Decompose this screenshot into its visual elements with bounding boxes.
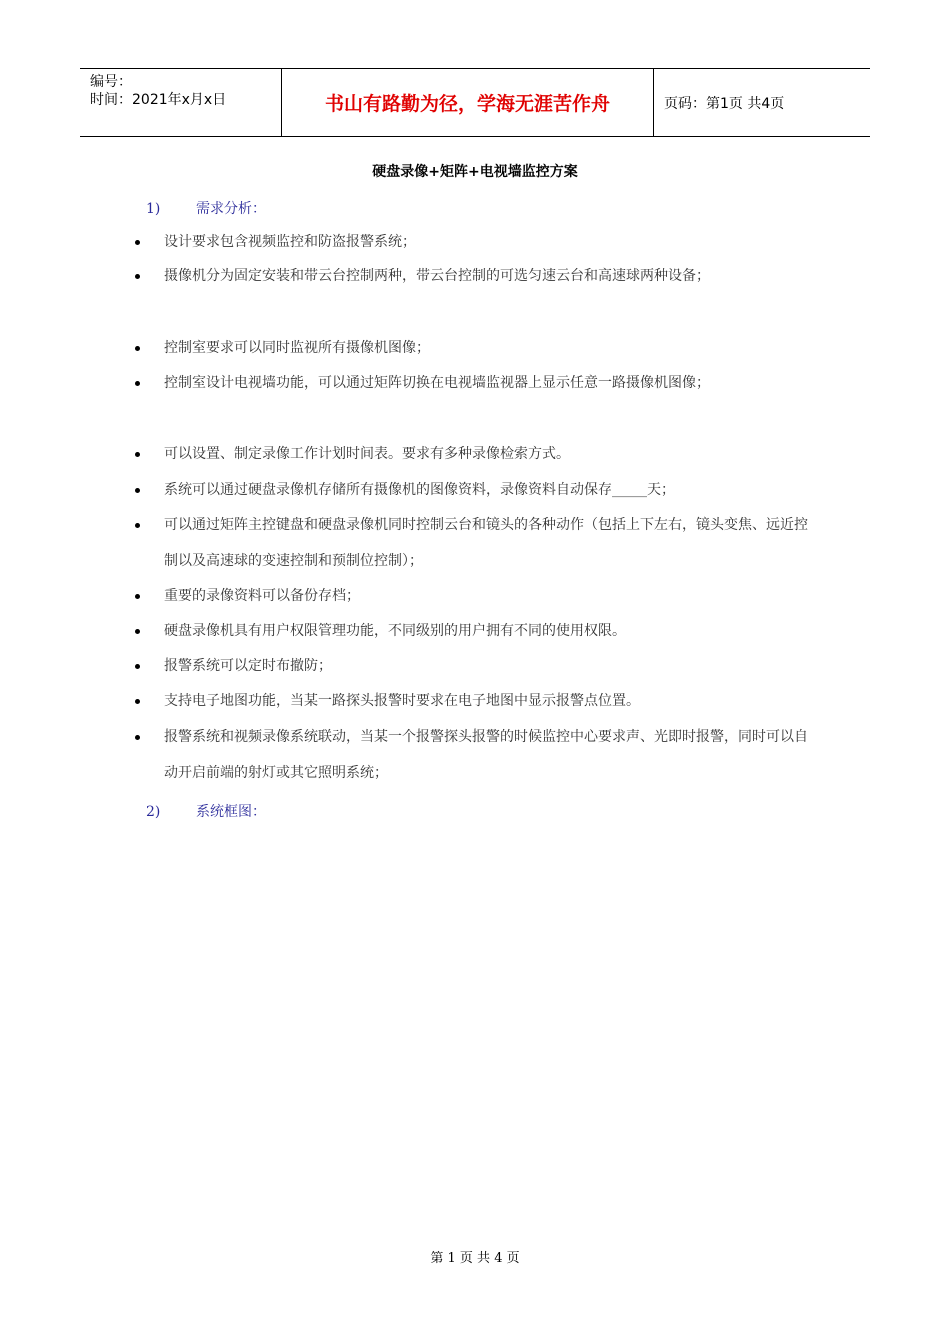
number-label: 编号： — [90, 74, 132, 90]
bullet-icon — [135, 452, 140, 457]
section-2-heading — [146, 801, 266, 821]
bullet-icon — [135, 664, 140, 669]
bullet-icon — [135, 735, 140, 740]
page-header — [80, 68, 870, 137]
bullet-icon — [135, 346, 140, 351]
bullet-icon — [135, 523, 140, 528]
bullet-icon — [135, 629, 140, 634]
bullet-icon — [135, 240, 140, 245]
section-2-title: 系统框图： — [196, 804, 266, 820]
motto: 书山有路勤为径，学海无涯苦作舟 — [281, 69, 654, 136]
section-2-number: 2) — [146, 804, 161, 820]
bullet-icon — [135, 381, 140, 386]
time-label: 时间：2021年x月x日 — [90, 92, 227, 108]
bullet-icon — [135, 488, 140, 493]
bullet-icon — [135, 699, 140, 704]
section-1-heading — [146, 198, 266, 218]
document-title: 硬盘录像+矩阵+电视墙监控方案 — [372, 164, 578, 180]
page-footer: 第 1 页 共 4 页 — [430, 1251, 520, 1266]
page-label: 页码：第1页 共4页 — [664, 95, 785, 112]
section-1-title: 需求分析： — [196, 201, 266, 217]
section-1-number: 1) — [146, 201, 161, 217]
bullet-icon — [135, 594, 140, 599]
bullet-icon — [135, 274, 140, 279]
header-info — [80, 69, 281, 136]
